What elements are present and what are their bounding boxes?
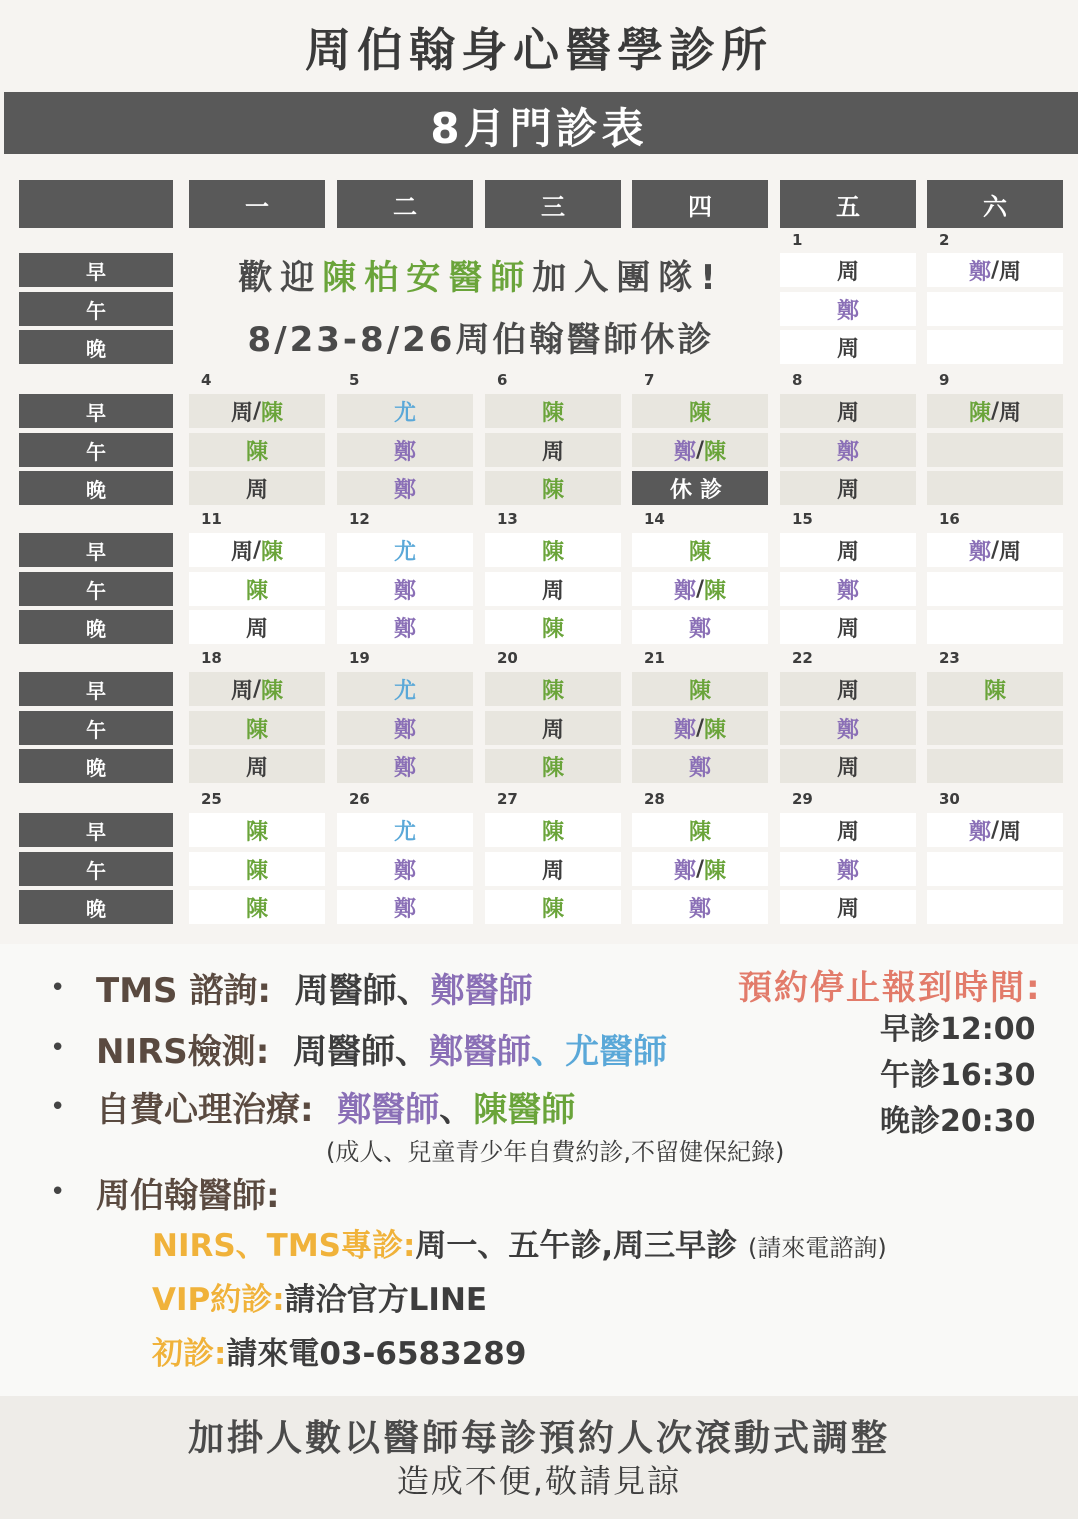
slash-separator: / (990, 537, 1000, 563)
doctor-name: 陳 (541, 477, 564, 503)
date-number: 4 (201, 371, 212, 389)
clinic-title: 周伯翰身心醫學診所 (305, 23, 773, 77)
doctor-name: 陳 (245, 439, 268, 465)
slot-label: 午 (19, 433, 173, 467)
schedule-cell (927, 330, 1063, 364)
header-corner (19, 180, 173, 228)
schedule-cell (189, 433, 325, 467)
doctor-name: 鄭 (836, 717, 859, 743)
schedule-cell (189, 610, 325, 644)
schedule-cell (927, 711, 1063, 745)
doctor-name: 鄭 (836, 298, 859, 324)
weekday-header: 一 (189, 180, 325, 228)
doctor-name: 鄭 (673, 439, 696, 465)
doctor-name: 周 (999, 819, 1022, 845)
welcome-pre: 歡迎 (238, 258, 323, 298)
date-number: 19 (349, 649, 370, 667)
schedule-cell (927, 813, 1063, 847)
doctor-name: 周 (836, 336, 859, 362)
slot-label: 早 (19, 394, 173, 428)
schedule-cell (780, 471, 916, 505)
schedule-cell (485, 813, 621, 847)
schedule-cell (927, 749, 1063, 783)
date-number: 23 (939, 649, 960, 667)
schedule-cell (337, 572, 473, 606)
doctor-name: 周 (541, 717, 564, 743)
schedule-cell (632, 433, 768, 467)
slash-separator: / (695, 856, 705, 882)
schedule-cell (337, 852, 473, 886)
doctor-name: 陳 (541, 539, 564, 565)
slot-label: 晚 (19, 330, 173, 364)
slot-label: 午 (19, 852, 173, 886)
doctor-name: 周 (245, 616, 268, 642)
therapy-note: (成人、兒童青少年自費約診,不留健保紀錄) (326, 1138, 785, 1166)
schedule-cell (780, 433, 916, 467)
doctor-name: 陳 (541, 896, 564, 922)
doctor-name: 陳 (245, 717, 268, 743)
nirs-doctor: 周醫師 (293, 1032, 396, 1072)
doctor-name: 周 (836, 400, 859, 426)
doctor-name: 鄭 (393, 755, 416, 781)
special-clinic-value: 周一、五午診,周三早診 (415, 1228, 738, 1264)
doctor-name: 周 (836, 259, 859, 285)
doctor-name: 鄭 (673, 717, 696, 743)
slot-label: 晚 (19, 749, 173, 783)
date-number: 8 (792, 371, 803, 389)
doctor-name: 鄭 (968, 819, 991, 845)
schedule-cell (632, 852, 768, 886)
doctor-name: 鄭 (673, 578, 696, 604)
doctor-name: 陳 (245, 858, 268, 884)
doctor-name: 周 (836, 819, 859, 845)
therapy-label: 自費心理治療: (96, 1090, 314, 1130)
schedule-cell (485, 749, 621, 783)
doctor-name: 周 (999, 400, 1022, 426)
schedule-cell (189, 749, 325, 783)
doctor-name: 鄭 (393, 578, 416, 604)
schedule-cell (927, 890, 1063, 924)
vip-line (152, 1274, 487, 1319)
weekday-header: 二 (337, 180, 473, 228)
slot-label: 午 (19, 711, 173, 745)
doctor-name: 鄭 (393, 477, 416, 503)
welcome-post: 加入團隊! (532, 258, 724, 298)
schedule-cell (485, 572, 621, 606)
schedule-cell (780, 890, 916, 924)
schedule-cell (485, 471, 621, 505)
doctor-name: 鄭 (673, 858, 696, 884)
doctor-name: 周 (541, 858, 564, 884)
date-number: 27 (497, 790, 518, 808)
weekday-header: 四 (632, 180, 768, 228)
schedule-cell (780, 672, 916, 706)
schedule-cell (189, 813, 325, 847)
weekday-header: 六 (927, 180, 1063, 228)
doctor-name: 鄭 (968, 259, 991, 285)
schedule-cell (632, 813, 768, 847)
schedule-cell (485, 610, 621, 644)
doctor-name: 周 (999, 259, 1022, 285)
schedule-cell (189, 711, 325, 745)
date-number: 16 (939, 510, 960, 528)
therapy-line (96, 1082, 575, 1131)
slot-label: 早 (19, 533, 173, 567)
nirs-doctor: 尤醫師 (565, 1032, 668, 1072)
vip-value: 請洽官方LINE (284, 1282, 488, 1318)
separator: 、 (395, 1032, 430, 1072)
schedule-cell (632, 890, 768, 924)
slash-separator: / (990, 257, 1000, 283)
schedule-cell (927, 471, 1063, 505)
schedule-cell (780, 749, 916, 783)
schedule-cell (337, 471, 473, 505)
date-number: 11 (201, 510, 222, 528)
leave-notice: 8/23-8/26周伯翰醫師休診 (247, 320, 715, 360)
doctor-name: 尤 (393, 819, 416, 845)
date-number: 13 (497, 510, 518, 528)
schedule-cell (927, 672, 1063, 706)
nirs-line (96, 1024, 667, 1073)
slot-label: 早 (19, 672, 173, 706)
doctor-name: 鄭 (393, 896, 416, 922)
schedule-cell (927, 394, 1063, 428)
schedule-cell (780, 610, 916, 644)
bullet-dot: • (50, 1177, 66, 1207)
schedule-cell (485, 890, 621, 924)
doctor-name: 陳 (261, 400, 284, 426)
doctor-name: 尤 (393, 539, 416, 565)
schedule-cell (189, 533, 325, 567)
welcome-doctor-name: 陳柏安醫師 (322, 258, 533, 298)
date-number: 2 (939, 231, 950, 249)
schedule-cell (780, 330, 916, 364)
stop-time-morning: 早診12:00 (880, 1012, 1036, 1047)
doctor-name: 陳 (245, 819, 268, 845)
doctor-name: 周 (836, 678, 859, 704)
doctor-name: 陳 (541, 678, 564, 704)
doctor-name: 周 (230, 400, 253, 426)
weekday-header: 五 (780, 180, 916, 228)
doctor-name: 陳 (704, 858, 727, 884)
first-visit-label: 初診: (152, 1336, 227, 1372)
schedule-cell (927, 292, 1063, 326)
schedule-cell (632, 749, 768, 783)
schedule-cell (485, 672, 621, 706)
date-number: 29 (792, 790, 813, 808)
slot-label: 午 (19, 292, 173, 326)
schedule-cell (485, 433, 621, 467)
date-number: 30 (939, 790, 960, 808)
schedule-cell (632, 672, 768, 706)
schedule-cell (189, 890, 325, 924)
date-number: 14 (644, 510, 665, 528)
schedule-cell (927, 572, 1063, 606)
schedule-cell (780, 813, 916, 847)
doctor-name: 陳 (688, 539, 711, 565)
schedule-cell (632, 711, 768, 745)
slash-separator: / (695, 715, 705, 741)
doctor-name: 陳 (261, 678, 284, 704)
schedule-cell (337, 533, 473, 567)
doctor-name: 尤 (393, 678, 416, 704)
date-number: 15 (792, 510, 813, 528)
tms-doctor: 鄭醫師 (430, 971, 533, 1011)
doctor-name: 陳 (704, 578, 727, 604)
doctor-name: 鄭 (393, 439, 416, 465)
schedule-cell (780, 253, 916, 287)
date-number: 1 (792, 231, 803, 249)
date-number: 5 (349, 371, 360, 389)
doctor-name: 周 (245, 477, 268, 503)
separator: 、 (396, 971, 431, 1011)
doctor-name: 鄭 (688, 755, 711, 781)
slot-label: 早 (19, 813, 173, 847)
stop-time-noon: 午診16:30 (880, 1058, 1036, 1093)
doctor-name: 陳 (688, 678, 711, 704)
therapy-doctor: 鄭醫師 (337, 1090, 440, 1130)
schedule-cell (189, 471, 325, 505)
doctor-name: 周 (541, 578, 564, 604)
closed-badge: 休診 (632, 471, 768, 505)
slot-label: 晚 (19, 610, 173, 644)
separator: 、 (531, 1032, 566, 1072)
special-clinic-note: (請來電諮詢) (747, 1234, 887, 1262)
doctor-name: 陳 (541, 616, 564, 642)
doctor-name: 鄭 (836, 858, 859, 884)
schedule-cell (927, 253, 1063, 287)
first-visit-phone[interactable]: 請來電03-6583289 (226, 1336, 527, 1372)
special-clinic-line (152, 1220, 887, 1265)
slash-separator: / (990, 817, 1000, 843)
doctor-name: 周 (836, 896, 859, 922)
doctor-name: 陳 (541, 400, 564, 426)
footer-apology: 造成不便,敬請見諒 (396, 1462, 682, 1500)
schedule-cell (485, 711, 621, 745)
schedule-cell (189, 672, 325, 706)
schedule-cell (337, 813, 473, 847)
schedule-cell (337, 749, 473, 783)
schedule-cell (337, 433, 473, 467)
schedule-cell (337, 610, 473, 644)
doctor-name: 鄭 (836, 439, 859, 465)
schedule-cell (780, 292, 916, 326)
doctor-name: 鄭 (688, 616, 711, 642)
slot-label: 午 (19, 572, 173, 606)
first-visit-line (152, 1328, 526, 1373)
schedule-cell (780, 533, 916, 567)
weekday-header: 三 (485, 180, 621, 228)
welcome-message (188, 250, 774, 299)
slot-label: 晚 (19, 890, 173, 924)
doctor-name: 鄭 (393, 717, 416, 743)
vip-label: VIP約診: (152, 1282, 285, 1318)
doctor-name: 陳 (541, 819, 564, 845)
doctor-name: 鄭 (968, 539, 991, 565)
doctor-name: 周 (230, 678, 253, 704)
schedule-cell (337, 711, 473, 745)
slash-separator: / (252, 676, 262, 702)
bullet-dot: • (50, 1033, 66, 1063)
doctor-name: 鄭 (393, 616, 416, 642)
schedule-cell (485, 852, 621, 886)
separator: 、 (439, 1090, 474, 1130)
date-number: 12 (349, 510, 370, 528)
doctor-name: 周 (230, 539, 253, 565)
special-clinic-label: NIRS、TMS專診: (152, 1228, 416, 1264)
schedule-cell (927, 533, 1063, 567)
date-number: 26 (349, 790, 370, 808)
schedule-cell (189, 394, 325, 428)
doctor-name: 尤 (393, 400, 416, 426)
tms-label: TMS 諮詢: (96, 971, 271, 1011)
date-number: 18 (201, 649, 222, 667)
doctor-name: 陳 (704, 717, 727, 743)
slash-separator: / (990, 398, 1000, 424)
schedule-cell (632, 533, 768, 567)
schedule-cell (780, 394, 916, 428)
date-number: 25 (201, 790, 222, 808)
slot-label: 晚 (19, 471, 173, 505)
schedule-cell (632, 610, 768, 644)
schedule-cell (927, 610, 1063, 644)
doctor-name: 周 (836, 616, 859, 642)
slash-separator: / (252, 537, 262, 563)
tms-line (96, 963, 533, 1012)
zhou-doctor-heading: 周伯翰醫師: (96, 1176, 280, 1216)
slash-separator: / (695, 437, 705, 463)
doctor-name: 鄭 (688, 896, 711, 922)
date-number: 9 (939, 371, 950, 389)
bullet-dot: • (50, 1092, 66, 1122)
schedule-cell (485, 533, 621, 567)
nirs-label: NIRS檢測: (96, 1032, 270, 1072)
doctor-name: 陳 (245, 896, 268, 922)
schedule-cell (189, 572, 325, 606)
doctor-name: 鄭 (836, 578, 859, 604)
date-number: 20 (497, 649, 518, 667)
schedule-cell (337, 672, 473, 706)
schedule-cell (927, 852, 1063, 886)
schedule-cell (780, 572, 916, 606)
footer-notice: 加掛人數以醫師每診預約人次滾動式調整 (187, 1418, 890, 1459)
doctor-name: 周 (541, 439, 564, 465)
date-number: 28 (644, 790, 665, 808)
doctor-name: 周 (836, 755, 859, 781)
doctor-name: 陳 (704, 439, 727, 465)
date-number: 6 (497, 371, 508, 389)
date-number: 7 (644, 371, 655, 389)
schedule-cell (632, 394, 768, 428)
doctor-name: 陳 (688, 819, 711, 845)
doctor-name: 陳 (261, 539, 284, 565)
schedule-cell (485, 394, 621, 428)
bullet-dot: • (50, 973, 66, 1003)
schedule-cell (337, 394, 473, 428)
date-number: 22 (792, 649, 813, 667)
slash-separator: / (695, 576, 705, 602)
schedule-cell (632, 572, 768, 606)
schedule-cell (780, 852, 916, 886)
stop-time-evening: 晚診20:30 (880, 1104, 1036, 1139)
doctor-name: 周 (999, 539, 1022, 565)
doctor-name: 陳 (245, 578, 268, 604)
doctor-name: 陳 (688, 400, 711, 426)
doctor-name: 陳 (983, 678, 1006, 704)
doctor-name: 陳 (968, 400, 991, 426)
doctor-name: 周 (836, 477, 859, 503)
doctor-name: 周 (836, 539, 859, 565)
tms-doctor: 周醫師 (294, 971, 397, 1011)
schedule-cell (927, 433, 1063, 467)
schedule-cell (337, 890, 473, 924)
doctor-name: 鄭 (393, 858, 416, 884)
slash-separator: / (252, 398, 262, 424)
stop-checkin-title: 預約停止報到時間: (738, 968, 1042, 1008)
therapy-doctor: 陳醫師 (473, 1090, 576, 1130)
slot-label: 早 (19, 253, 173, 287)
date-number: 21 (644, 649, 665, 667)
doctor-name: 周 (245, 755, 268, 781)
schedule-cell (780, 711, 916, 745)
schedule-cell (189, 852, 325, 886)
doctor-name: 陳 (541, 755, 564, 781)
schedule-title: 8月門診表 (430, 104, 648, 153)
nirs-doctor: 鄭醫師 (429, 1032, 532, 1072)
